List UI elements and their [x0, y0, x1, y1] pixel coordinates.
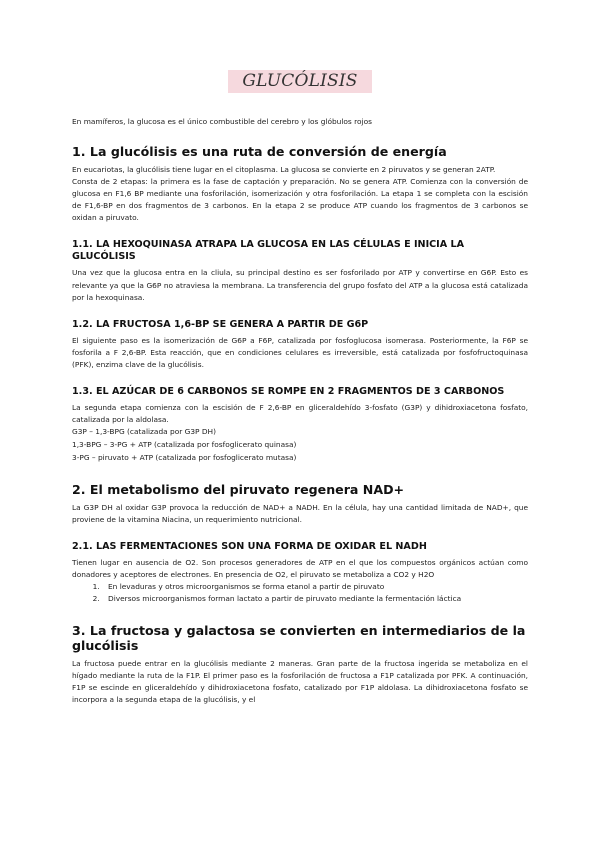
reaction-line-3: 3-PG – piruvato + ATP (catalizada por fosfoglicerato mutasa) [72, 452, 297, 462]
section-1-1-paragraph: Una vez que la glucosa entra en la cliula, su principal destino es ser fosforilado por ATP y convertirse en G6P. Esto es relevante ya que la G6P no atraviesa la membrana. La transferencia del grupo fosfato del ATP a la glucosa está catalizada por la hexoquinasa. [72, 268, 528, 302]
section-3-heading: 3. La fructosa y galactosa se convierten en intermediarios de la glucólisis [72, 622, 526, 653]
list-item: 1. En levaduras y otros microorganismos se forma etanol a partir de piruvato [102, 581, 528, 593]
section-2-paragraph: La G3P DH al oxidar G3P provoca la reducción de NAD+ a NADH. En la célula, hay una cantidad limitada de NAD+, que proviene de la vitamina Niacina, un requerimiento nutricional. [72, 502, 528, 524]
title-wrap [72, 0, 528, 110]
section-1-3-heading: 1.3. EL AZÚCAR DE 6 CARBONOS SE ROMPE EN 2 FRAGMENTOS DE 3 CARBONOS [72, 386, 505, 398]
reaction-line-1: G3P – 1,3-BPG (catalizada por G3P DH) [72, 427, 216, 437]
section-3-paragraph: La fructosa puede entrar en la glucólisis mediante 2 maneras. Gran parte de la fructosa ingerida se metaboliza en el hígado mediante la ruta de la F1P. El primer paso es la fosforilación de fructosa a F1P catalizada por PFK. A continuación, F1P se escinde en gliceraldehído y dihidroxiacetona fosfato, catalizado por F1P aldolasa. La dihidroxiacetona fosfato se incorpora a la segunda etapa de la glucólisis, y el [72, 658, 528, 705]
section-1-2-heading: 1.2. LA FRUCTOSA 1,6-BP SE GENERA A PARTIR DE G6P [72, 318, 369, 330]
section-2-1-paragraph: Tienen lugar en ausencia de O2. Son procesos generadores de ATP en el que los compuestos orgánicos actúan como donadores y aceptores de electrones. En presencia de O2, el piruvato se metaboliza a CO2 y H2O [72, 557, 528, 579]
fermentation-list [72, 581, 528, 606]
section-1-paragraph-1: En eucariotas, la glucólisis tiene lugar en el citoplasma. La glucosa se convierte en 2 piruvatos y se generan 2ATP. [72, 165, 496, 174]
intro-text: En mamíferos, la glucosa es el único combustible del cerebro y los glóbulos rojos [72, 117, 372, 126]
section-1-3-paragraph: La segunda etapa comienza con la escisión de F 2,6-BP en gliceraldehído 3-fosfato (G3P) y dihidroxiacetona fosfato, catalizada por la aldolasa. [72, 403, 528, 425]
section-2-1-heading: 2.1. LAS FERMENTACIONES SON UNA FORMA DE OXIDAR EL NADH [72, 540, 427, 552]
section-1-heading: 1. La glucólisis es una ruta de conversión de energía [72, 144, 447, 159]
page-title: GLUCÓLISIS [228, 70, 371, 93]
section-1-1-heading: 1.1. LA HEXOQUINASA ATRAPA LA GLUCOSA EN LAS CÉLULAS E INICIA LA GLUCÓLISIS [72, 239, 465, 263]
section-1-paragraph-2: Consta de 2 etapas: la primera es la fase de captación y preparación. No se genera ATP. Comienza con la conversión de glucosa en F1,6 BP mediante una fosforilación, isomerización y otra fosforilación. La etapa 1 se completa con la escisión de F1,6-BP en dos fragmentos de 3 carbonos. En la etapa 2 se produce ATP cuando los fragmentos de 3 carbonos se oxidan a piruvato. [72, 177, 528, 223]
section-2-heading: 2. El metabolismo del piruvato regenera NAD+ [72, 481, 405, 497]
reaction-line-2: 1,3-BPG – 3-PG + ATP (catalizada por fosfoglicerato quinasa) [72, 440, 297, 450]
section-1-2-paragraph: El siguiente paso es la isomerización de G6P a F6P, catalizada por fosfoglucosa isomerasa. Posteriormente, la F6P se fosforila a F 2,6-BP. Esta reacción, que en condiciones celulares es irreversible, está catalizada por fosfofructoquinasa (PFK), enzima clave de la glucólisis. [72, 335, 528, 369]
list-item: 2. Diversos microorganismos forman lactato a partir de piruvato mediante la fermentación láctica [102, 593, 528, 605]
